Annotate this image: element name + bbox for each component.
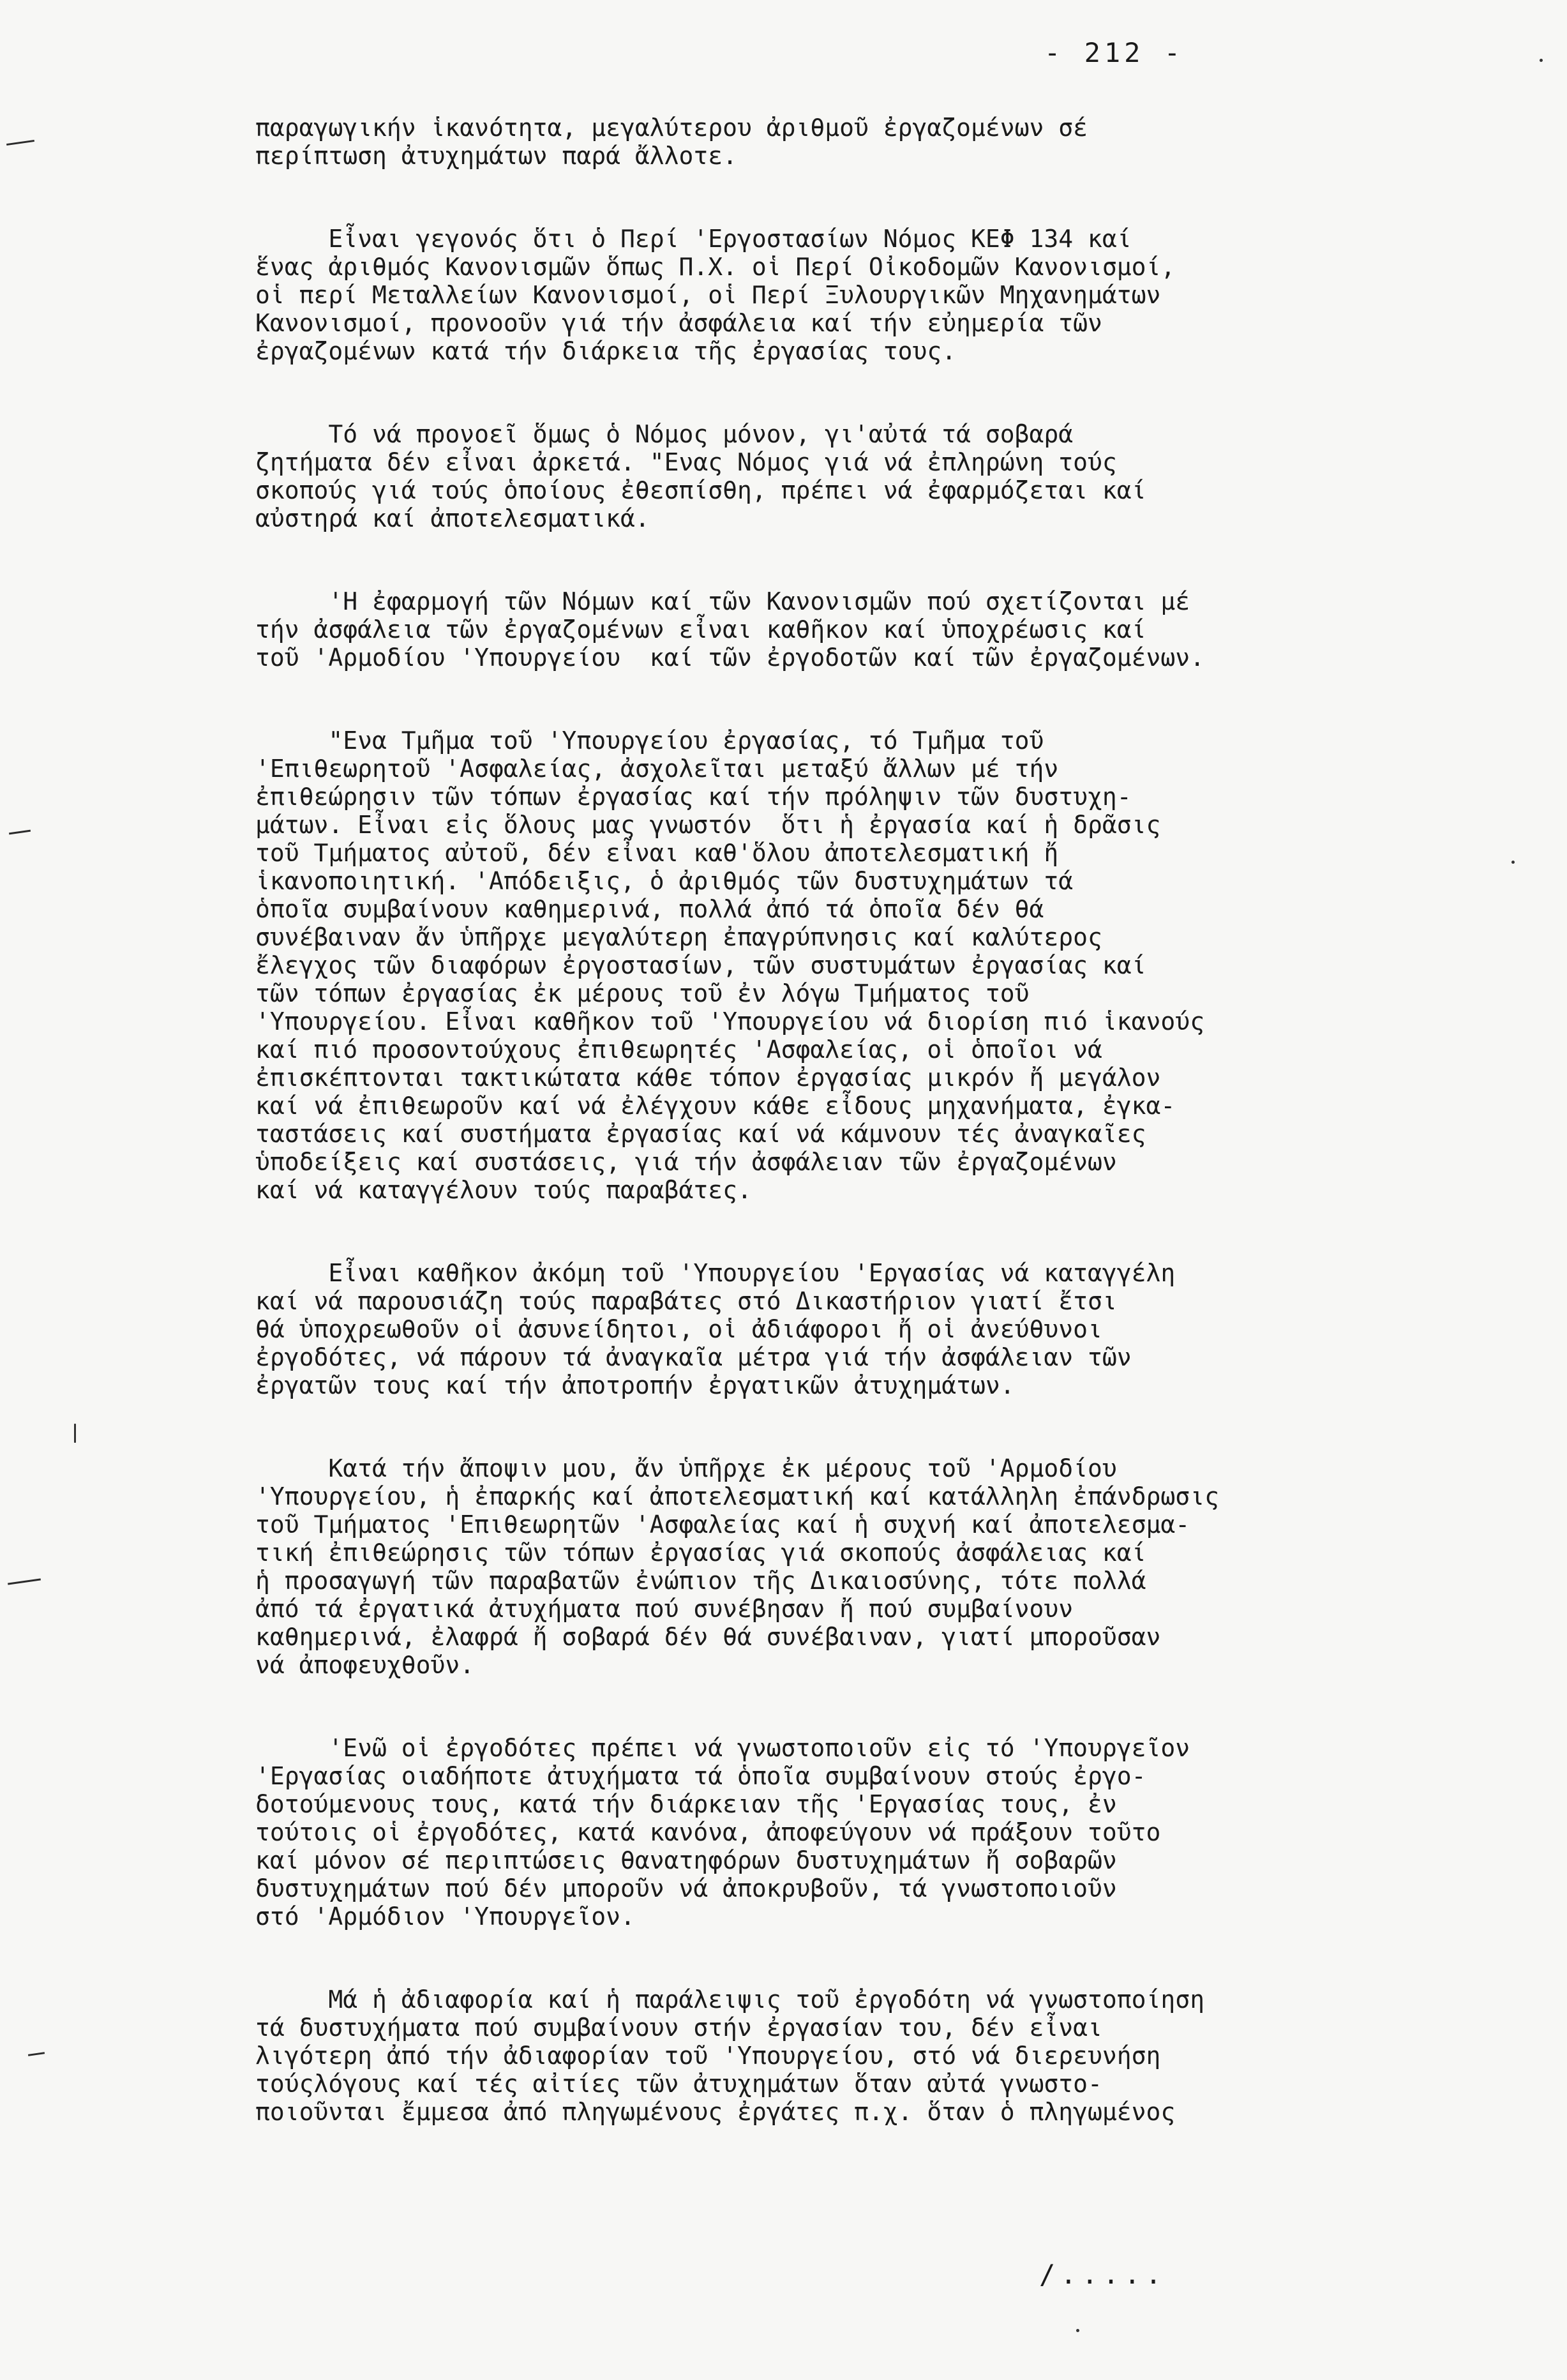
margin-tick-mark (6, 140, 34, 146)
text-line: αὐστηρά καί ἀποτελεσματικά. (255, 504, 650, 532)
page-body (255, 114, 1494, 2126)
paragraph-6 (255, 1259, 1494, 1399)
text-line: ἀπό τά ἐργατικά ἀτυχήματα πού συνέβησαν ἤ πού συμβαίνουν (255, 1595, 1074, 1623)
text-line: "Ενα Τμῆμα τοῦ 'Υπουργείου ἐργασίας, τό Τμῆμα τοῦ (255, 727, 1044, 755)
text-line: 'Υπουργείου, ἡ ἐπαρκής καί ἀποτελεσματική καί κατάλληλη ἐπάνδρωσις (255, 1482, 1219, 1510)
text-line: 'Υπουργείου. Εἶναι καθῆκον τοῦ 'Υπουργείου νά διορίση πιό ἱκανούς (255, 1007, 1205, 1036)
text-line: καί νά καταγγέλουν τούς παραβάτες. (255, 1176, 752, 1204)
text-line: θά ὑποχρεωθοῦν οἱ ἀσυνείδητοι, οἱ ἀδιάφοροι ἤ οἱ ἀνεύθυνοι (255, 1315, 1102, 1343)
text-line: ἡ προσαγωγή τῶν παραβατῶν ἐνώπιον τῆς Δικαιοσύνης, τότε πολλά (255, 1567, 1146, 1595)
text-line: ἐργατῶν τους καί τήν ἀποτροπήν ἐργατικῶν ἀτυχημάτων. (255, 1371, 1015, 1399)
text-line: μάτων. Εἶναι εἰς ὅλους μας γνωστόν ὅτι ἡ ἐργασία καί ἡ δρᾶσις (255, 811, 1161, 839)
text-line: Τό νά προνοεῖ ὅμως ὁ Νόμος μόνον, γι'αὐτά τά σοβαρά (255, 420, 1074, 448)
text-line: Κατά τήν ἄποψιν μου, ἄν ὑπῆρχε ἐκ μέρους τοῦ 'Αρμοδίου (255, 1454, 1117, 1482)
text-line: λιγότερη ἀπό τήν ἀδιαφορίαν τοῦ 'Υπουργείου, στό νά διερευνήση (255, 2042, 1161, 2070)
paragraph-8 (255, 1734, 1494, 1931)
paragraph-9 (255, 1985, 1494, 2126)
text-line: Εἶναι καθῆκον ἀκόμη τοῦ 'Υπουργείου 'Εργασίας νά καταγγέλη (255, 1259, 1176, 1287)
text-line: δοτούμενους τους, κατά τήν διάρκειαν τῆς 'Εργασίας τους, ἐν (255, 1790, 1117, 1818)
text-line: ἐργαζομένων κατά τήν διάρκεια τῆς ἐργασίας τους. (255, 337, 957, 365)
text-line: 'Επιθεωρητοῦ 'Ασφαλείας, ἀσχολεῖται μεταξύ ἄλλων μέ τήν (255, 755, 1059, 783)
paragraph-4 (255, 587, 1494, 672)
text-line: Μά ἡ ἀδιαφορία καί ἡ παράλειψις τοῦ ἐργοδότη νά γνωστοποίηση (255, 1985, 1205, 2014)
text-line: στό 'Αρμόδιον 'Υπουργεῖον. (255, 1902, 635, 1931)
text-line: ἐπιθεώρησιν τῶν τόπων ἐργασίας καί τήν πρόληψιν τῶν δυστυχη- (255, 783, 1132, 811)
text-line: 'Ενῶ οἱ ἐργοδότες πρέπει νά γνωστοποιοῦν εἰς τό 'Υπουργεῖον (255, 1734, 1190, 1762)
text-line: ὑποδείξεις καί συστάσεις, γιά τήν ἀσφάλειαν τῶν ἐργαζομένων (255, 1148, 1117, 1176)
text-line: Κανονισμοί, προνοοῦν γιά τήν ἀσφάλεια καί τήν εὐημερία τῶν (255, 309, 1102, 337)
paragraph-5 (255, 727, 1494, 1204)
scan-speck (1511, 861, 1515, 864)
text-line: ὁποῖα συμβαίνουν καθημερινά, πολλά ἀπό τά ὁποῖα δέν θά (255, 895, 1044, 923)
scan-speck (1076, 2329, 1079, 2332)
text-line: ἐπισκέπτονται τακτικώτατα κάθε τόπον ἐργασίας μικρόν ἤ μεγάλον (255, 1064, 1161, 1092)
text-line: ποιοῦνται ἔμμεσα ἀπό πληγωμένους ἐργάτες π.χ. ὅταν ὁ πληγωμένος (255, 2098, 1176, 2126)
text-line: οἱ περί Μεταλλείων Κανονισμοί, οἱ Περί Ξυλουργικῶν Μηχανημάτων (255, 281, 1161, 309)
text-line: τούςλόγους καί τές αἰτίες τῶν ἀτυχημάτων ὅταν αὐτά γνωστο- (255, 2070, 1102, 2098)
paragraph-3 (255, 420, 1494, 532)
margin-tick-mark (8, 1578, 41, 1585)
scan-speck (74, 1424, 76, 1443)
margin-tick-mark (28, 2052, 45, 2056)
text-line: τῶν τόπων ἐργασίας ἐκ μέρους τοῦ ἐν λόγω Τμήματος τοῦ (255, 979, 1030, 1007)
paragraph-1 (255, 114, 1494, 170)
text-line: καί νά ἐπιθεωροῦν καί νά ἐλέγχουν κάθε εἶδους μηχανήματα, ἐγκα- (255, 1092, 1176, 1120)
text-line: δυστυχημάτων πού δέν μποροῦν νά ἀποκρυβοῦν, τά γνωστοποιοῦν (255, 1874, 1117, 1902)
text-line: τοῦ 'Αρμοδίου 'Υπουργείου καί τῶν ἐργοδοτῶν καί τῶν ἐργαζομένων. (255, 644, 1205, 672)
margin-tick-mark (9, 830, 31, 835)
continuation-mark: /..... (1039, 2259, 1167, 2290)
text-line: σκοπούς γιά τούς ὁποίους ἐθεσπίσθη, πρέπει νά ἐφαρμόζεται καί (255, 476, 1146, 504)
text-line: ἱκανοποιητική. 'Απόδειξις, ὁ ἀριθμός τῶν δυστυχημάτων τά (255, 867, 1074, 895)
text-line: καθημερινά, ἐλαφρά ἤ σοβαρά δέν θά συνέβαιναν, γιατί μποροῦσαν (255, 1623, 1161, 1651)
text-line: καί μόνον σέ περιπτώσεις θανατηφόρων δυστυχημάτων ἤ σοβαρῶν (255, 1846, 1117, 1874)
text-line: τούτοις οἱ ἐργοδότες, κατά κανόνα, ἀποφεύγουν νά πράξουν τοῦτο (255, 1818, 1161, 1846)
text-line: 'Η ἐφαρμογή τῶν Νόμων καί τῶν Κανονισμῶν πού σχετίζονται μέ (255, 587, 1190, 615)
paragraph-2 (255, 225, 1494, 365)
text-line: 'Εργασίας οιαδήποτε ἀτυχήματα τά ὁποῖα συμβαίνουν στούς ἐργο- (255, 1762, 1146, 1790)
text-line: τά δυστυχήματα πού συμβαίνουν στήν ἐργασίαν του, δέν εἶναι (255, 2014, 1102, 2042)
text-line: νά ἀποφευχθοῦν. (255, 1651, 475, 1679)
paragraph-7 (255, 1454, 1494, 1679)
text-line: συνέβαιναν ἄν ὑπῆρχε μεγαλύτερη ἐπαγρύπνησις καί καλύτερος (255, 923, 1102, 951)
text-line: παραγωγικήν ἱκανότητα, μεγαλύτερου ἀριθμοῦ ἐργαζομένων σέ (255, 114, 1088, 142)
text-line: καί νά παρουσιάζη τούς παραβάτες στό Δικαστήριον γιατί ἔτσι (255, 1287, 1117, 1315)
text-line: τική ἐπιθεώρησις τῶν τόπων ἐργασίας γιά σκοπούς ἀσφάλειας καί (255, 1539, 1146, 1567)
text-line: τοῦ Τμήματος αὐτοῦ, δέν εἶναι καθ'ὅλου ἀποτελεσματική ἤ (255, 839, 1059, 867)
text-line: ζητήματα δέν εἶναι ἀρκετά. "Ενας Νόμος γιά νά ἐπληρώνη τούς (255, 448, 1117, 476)
text-line: ἔλεγχος τῶν διαφόρων ἐργοστασίων, τῶν συστυμάτων ἐργασίας καί (255, 951, 1146, 979)
text-line: ταστάσεις καί συστήματα ἐργασίας καί νά κάμνουν τές ἀναγκαῖες (255, 1120, 1146, 1148)
text-line: Εἶναι γεγονός ὅτι ὁ Περί 'Εργοστασίων Νόμος ΚΕΦ 134 καί (255, 225, 1132, 253)
text-line: περίπτωση ἀτυχημάτων παρά ἄλλοτε. (255, 142, 737, 170)
text-line: τήν ἀσφάλεια τῶν ἐργαζομένων εἶναι καθῆκον καί ὑποχρέωσις καί (255, 615, 1146, 644)
text-line: καί πιό προσοντούχους ἐπιθεωρητές 'Ασφαλείας, οἱ ὁποῖοι νά (255, 1036, 1102, 1064)
text-line: ἐργοδότες, νά πάρουν τά ἀναγκαῖα μέτρα γιά τήν ἀσφάλειαν τῶν (255, 1343, 1132, 1371)
page-number: - 212 - (1044, 37, 1185, 68)
scan-speck (1540, 59, 1543, 62)
text-line: τοῦ Τμήματος 'Επιθεωρητῶν 'Ασφαλείας καί ἡ συχνή καί ἀποτελεσμα- (255, 1510, 1190, 1539)
text-line: ἕνας ἀριθμός Κανονισμῶν ὅπως Π.Χ. οἱ Περί Οἰκοδομῶν Κανονισμοί, (255, 253, 1176, 281)
